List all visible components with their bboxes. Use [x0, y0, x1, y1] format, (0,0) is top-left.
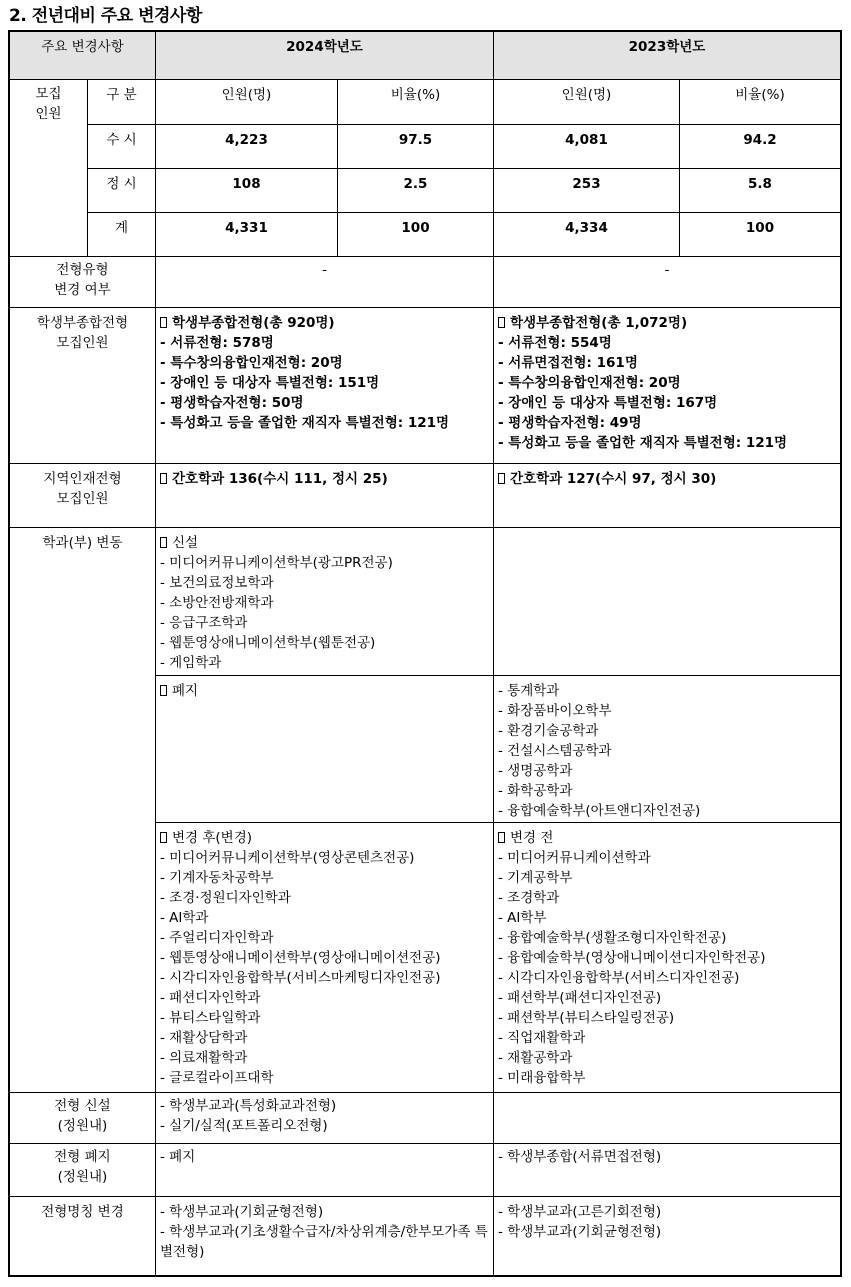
list-item: - 패션학부(뷰티스타일링전공) [498, 1010, 675, 1026]
list-item: - 패션디자인학과 [160, 990, 261, 1006]
checkbox-square-icon [160, 832, 167, 843]
list-item: - 화학공학과 [498, 783, 573, 799]
comprehensive-2024-heading [160, 313, 489, 333]
list-item: - 웹툰영상애니메이션학부(웹툰전공) [160, 635, 376, 651]
list-item: - 의료재활학과 [160, 1050, 248, 1066]
regional-2023 [494, 464, 840, 528]
list-item: - 장애인 등 대상자 특별전형: 151명 [160, 375, 380, 391]
cell-2023-ratio: 5.8 [680, 169, 840, 213]
regional-2023-text: 간호학과 127(수시 97, 정시 30) [510, 471, 717, 487]
page-title: 2. 전년대비 주요 변경사항 [9, 6, 202, 26]
list-item: - 미디어커뮤니케이션학과 [498, 850, 651, 866]
cell-2023-ratio: 94.2 [680, 125, 840, 169]
header-2023: 2023학년도 [494, 32, 840, 80]
list-item: - 실기/실적(포트폴리오전형) [160, 1118, 328, 1134]
list-item: - 학생부교과(고른기회전형) [498, 1204, 662, 1220]
list-item: - 특수창의융합인재전형: 20명 [160, 355, 343, 371]
list-item: - 시각디자인융합학부(서비스마케팅디자인전공) [160, 970, 441, 986]
regional-label [10, 464, 156, 528]
list-item: - 미디어커뮤니케이션학부(광고PR전공) [160, 555, 393, 571]
checkbox-square-icon [160, 685, 167, 696]
comprehensive-2023 [494, 308, 840, 464]
list-item: - 특성화고 등을 졸업한 재직자 특별전형: 121명 [160, 415, 450, 431]
checkbox-square-icon [498, 473, 505, 484]
list-item: - 미디어커뮤니케이션학부(영상콘텐츠전공) [160, 850, 415, 866]
list-item: - 융합예술학부(아트앤디자인전공) [498, 803, 701, 819]
row-category: 계 [88, 213, 156, 257]
heading-text: 학생부종합전형(총 920명) [172, 315, 335, 331]
checkbox-square-icon [160, 473, 167, 484]
list-item: - 서류전형: 554명 [498, 335, 612, 351]
row-category: 수 시 [88, 125, 156, 169]
new-track-label [10, 1093, 156, 1144]
list-item: - 특성화고 등을 졸업한 재직자 특별전형: 121명 [498, 435, 788, 451]
list-item: - 융합예술학부(생활조형디자인학전공) [498, 930, 727, 946]
checkbox-square-icon [160, 537, 167, 548]
list-item: - 평생학습자전형: 50명 [160, 395, 304, 411]
cell-2024-count: 4,223 [156, 125, 338, 169]
cell-2024-count: 4,331 [156, 213, 338, 257]
comprehensive-2024 [156, 308, 494, 464]
track-rename-2023 [494, 1197, 840, 1275]
dept-new-2024 [156, 528, 494, 676]
list-item: - 재활공학과 [498, 1050, 573, 1066]
list-item: - 패션학부(패션디자인전공) [498, 990, 662, 1006]
list-item: - 서류면접전형: 161명 [498, 355, 638, 371]
list-item: - 학생부교과(기회균형전형) [498, 1224, 662, 1240]
type-change-label-line1: 전형유형 [56, 262, 109, 278]
closed-track-label-line1: 전형 폐지 [54, 1149, 111, 1165]
list-item: - 시각디자인융합학부(서비스디자인전공) [498, 970, 740, 986]
list-item: - 학생부교과(특성화교과전형) [160, 1098, 337, 1114]
comprehensive-label-line1: 학생부종합전형 [36, 315, 129, 331]
new-track-2024 [156, 1093, 494, 1144]
dept-closed-heading: 폐지 [172, 683, 199, 699]
list-item: - 기계자동차공학부 [160, 870, 274, 886]
cell-2024-count: 108 [156, 169, 338, 213]
list-item: - 글로컬라이프대학 [160, 1070, 274, 1086]
list-item: - 주얼리디자인학과 [160, 930, 274, 946]
cell-2023-count: 4,334 [494, 213, 680, 257]
dept-closed-2023 [494, 676, 840, 823]
header-label: 주요 변경사항 [10, 32, 156, 80]
header-2024: 2024학년도 [156, 32, 494, 80]
dept-closed-2024 [156, 676, 494, 823]
list-item: - 장애인 등 대상자 특별전형: 167명 [498, 395, 718, 411]
type-change-label [10, 257, 156, 308]
type-change-label-line2: 변경 여부 [54, 282, 111, 298]
list-item: - AI학부 [498, 910, 547, 926]
list-item: - 응급구조학과 [160, 615, 248, 631]
list-item: - 건설시스템공학과 [498, 743, 612, 759]
list-item: - 생명공학과 [498, 763, 573, 779]
regional-label-line1: 지역인재전형 [43, 471, 122, 487]
col-2024-count: 인원(명) [156, 80, 338, 125]
list-item: - 폐지 [160, 1149, 196, 1165]
dept-renamed-heading-2023: 변경 전 [510, 830, 554, 846]
list-item: - 학생부교과(기회균형전형) [160, 1204, 324, 1220]
list-item: - 특수창의융합인재전형: 20명 [498, 375, 681, 391]
new-track-label-line2: (정원내) [57, 1118, 108, 1134]
list-item: - 환경기술공학과 [498, 723, 599, 739]
track-rename-label: 전형명칭 변경 [10, 1197, 156, 1275]
recruitment-group-label [10, 80, 88, 257]
list-item: - 서류전형: 578명 [160, 335, 274, 351]
col-2023-ratio: 비율(%) [680, 80, 840, 125]
list-item: - 통계학과 [498, 683, 560, 699]
list-item: - 게임학과 [160, 655, 222, 671]
dept-renamed-2024 [156, 823, 494, 1093]
new-track-2023 [494, 1093, 840, 1144]
cell-2024-ratio: 100 [338, 213, 494, 257]
dept-renamed-2023 [494, 823, 840, 1093]
list-item: - 조경·정원디자인학과 [160, 890, 291, 906]
closed-track-label [10, 1144, 156, 1197]
list-item: - 기계공학부 [498, 870, 573, 886]
comprehensive-2023-heading [498, 313, 836, 333]
closed-track-label-line2: (정원내) [57, 1169, 108, 1185]
list-item: - 뷰티스타일학과 [160, 1010, 261, 1026]
cell-2024-ratio: 97.5 [338, 125, 494, 169]
track-rename-2024 [156, 1197, 494, 1275]
type-change-2023: - [494, 257, 840, 308]
dept-new-2023 [494, 528, 840, 676]
list-item: - 평생학습자전형: 49명 [498, 415, 642, 431]
list-item: - 조경학과 [498, 890, 560, 906]
list-item: - 웹툰영상애니메이션학부(영상애니메이션전공) [160, 950, 441, 966]
dept-new-heading: 신설 [172, 535, 199, 551]
new-track-label-line1: 전형 신설 [54, 1098, 111, 1114]
checkbox-square-icon [498, 832, 505, 843]
cell-2023-ratio: 100 [680, 213, 840, 257]
type-change-2024: - [156, 257, 494, 308]
list-item: - 재활상담학과 [160, 1030, 248, 1046]
col-category: 구 분 [88, 80, 156, 125]
checkbox-square-icon [160, 317, 167, 328]
recruitment-label-line2: 인원 [35, 106, 62, 122]
comprehensive-label-line2: 모집인원 [56, 335, 109, 351]
closed-track-2024 [156, 1144, 494, 1197]
closed-track-2023 [494, 1144, 840, 1197]
list-item: - 직업재활학과 [498, 1030, 586, 1046]
list-item: - AI학과 [160, 910, 209, 926]
comprehensive-label [10, 308, 156, 464]
cell-2023-count: 253 [494, 169, 680, 213]
list-item: - 소방안전방재학과 [160, 595, 274, 611]
recruitment-label-line1: 모집 [35, 86, 62, 102]
list-item: - 학생부교과(기초생활수급자/차상위계층/한부모가족 특별전형) [160, 1224, 488, 1260]
list-item: - 화장품바이오학부 [498, 703, 612, 719]
regional-2024 [156, 464, 494, 528]
dept-renamed-heading-2024: 변경 후(변경) [172, 830, 253, 846]
checkbox-square-icon [498, 317, 505, 328]
list-item: - 미래융합학부 [498, 1070, 586, 1086]
list-item: - 학생부종합(서류면접전형) [498, 1149, 662, 1165]
regional-label-line2: 모집인원 [56, 491, 109, 507]
cell-2024-ratio: 2.5 [338, 169, 494, 213]
changes-table [8, 30, 842, 1277]
cell-2023-count: 4,081 [494, 125, 680, 169]
list-item: - 보건의료정보학과 [160, 575, 274, 591]
dept-change-label: 학과(부) 변동 [10, 528, 156, 1093]
row-category: 정 시 [88, 169, 156, 213]
heading-text: 학생부종합전형(총 1,072명) [510, 315, 688, 331]
regional-2024-text: 간호학과 136(수시 111, 정시 25) [172, 471, 388, 487]
col-2024-ratio: 비율(%) [338, 80, 494, 125]
list-item: - 융합예술학부(영상애니메이션디자인학전공) [498, 950, 766, 966]
col-2023-count: 인원(명) [494, 80, 680, 125]
